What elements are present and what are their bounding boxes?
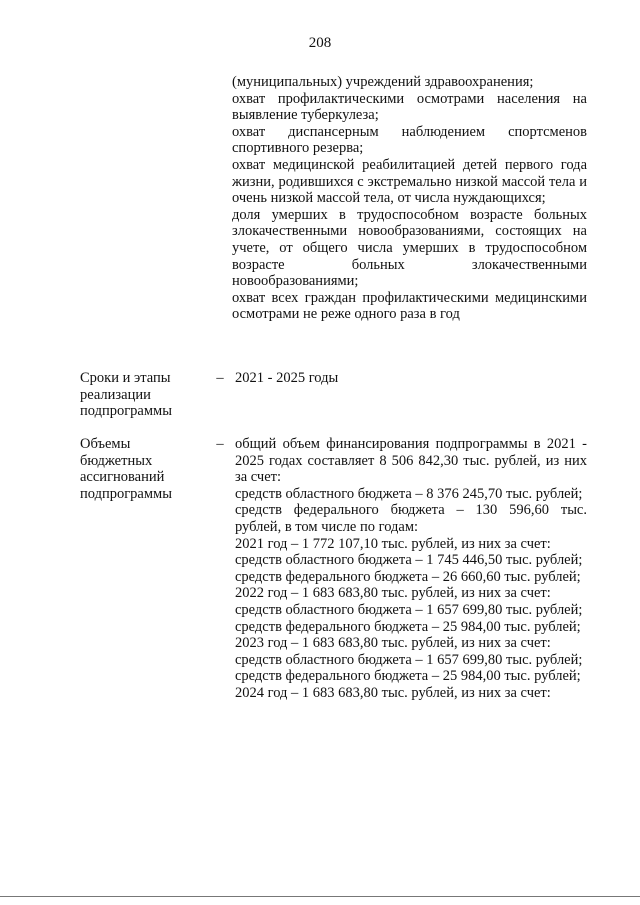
terms-content	[235, 370, 587, 387]
terms-dash: –	[216, 370, 224, 386]
budget-label: Объемы бюджетных ассигнований подпрограммы	[80, 436, 172, 502]
budget-line: средств федерального бюджета – 130 596,60 тыс. рублей, в том числе по годам:	[235, 502, 587, 535]
budget-line: средств областного бюджета – 1 657 699,80 тыс. рублей;	[235, 601, 583, 618]
budget-line: 2021 год – 1 772 107,10 тыс. рублей, из них за счет:	[235, 535, 551, 552]
indicator-item: охват всех граждан профилактическими медицинскими осмотрами не реже одного раза в год	[232, 289, 587, 323]
terms-label: Сроки и этапы реализации подпрограммы	[80, 370, 172, 420]
terms-value: 2021 - 2025 годы	[235, 370, 339, 386]
indicator-item: охват профилактическими осмотрами населения на выявление туберкулеза;	[232, 90, 587, 124]
budget-line: средств областного бюджета – 1 745 446,50 тыс. рублей;	[235, 552, 583, 569]
budget-content	[235, 436, 587, 702]
budget-line: средств областного бюджета – 8 376 245,70 тыс. рублей;	[235, 485, 583, 502]
budget-line: 2023 год – 1 683 683,80 тыс. рублей, из них за счет:	[235, 635, 551, 652]
budget-line: средств федерального бюджета – 25 984,00 тыс. рублей;	[235, 618, 581, 635]
indicator-list	[232, 74, 587, 323]
budget-section	[80, 436, 590, 856]
budget-line: средств федерального бюджета – 25 984,00 тыс. рублей;	[235, 668, 581, 685]
budget-line: средств областного бюджета – 1 657 699,80 тыс. рублей;	[235, 651, 583, 668]
budget-line: 2024 год – 1 683 683,80 тыс. рублей, из них за счет:	[235, 684, 551, 701]
budget-line: 2022 год – 1 683 683,80 тыс. рублей, из них за счет:	[235, 585, 551, 602]
indicator-item: доля умерших в трудоспособном возрасте больных злокачественными новообразованиями, состоящих на учете, от общего числа умерших в трудоспособном возрасте больных злокачественными новообразованиями;	[232, 206, 587, 290]
budget-dash: –	[216, 436, 224, 452]
page-bottom-rule	[0, 896, 640, 897]
budget-line: общий объем финансирования подпрограммы в 2021 - 2025 годах составляет 8 506 842,30 тыс. рублей, из них за счет:	[235, 436, 587, 486]
indicator-item: (муниципальных) учреждений здравоохранения;	[232, 74, 534, 90]
indicator-item: охват медицинской реабилитацией детей первого года жизни, родившихся с экстремально низкой массой тела и очень низкой массой тела, от числа нуждающихся;	[232, 156, 587, 207]
terms-section	[80, 370, 590, 430]
budget-line: средств федерального бюджета – 26 660,60 тыс. рублей;	[235, 568, 581, 585]
indicator-item: охват диспансерным наблюдением спортсменов спортивного резерва;	[232, 123, 587, 157]
page-number: 208	[308, 35, 332, 51]
